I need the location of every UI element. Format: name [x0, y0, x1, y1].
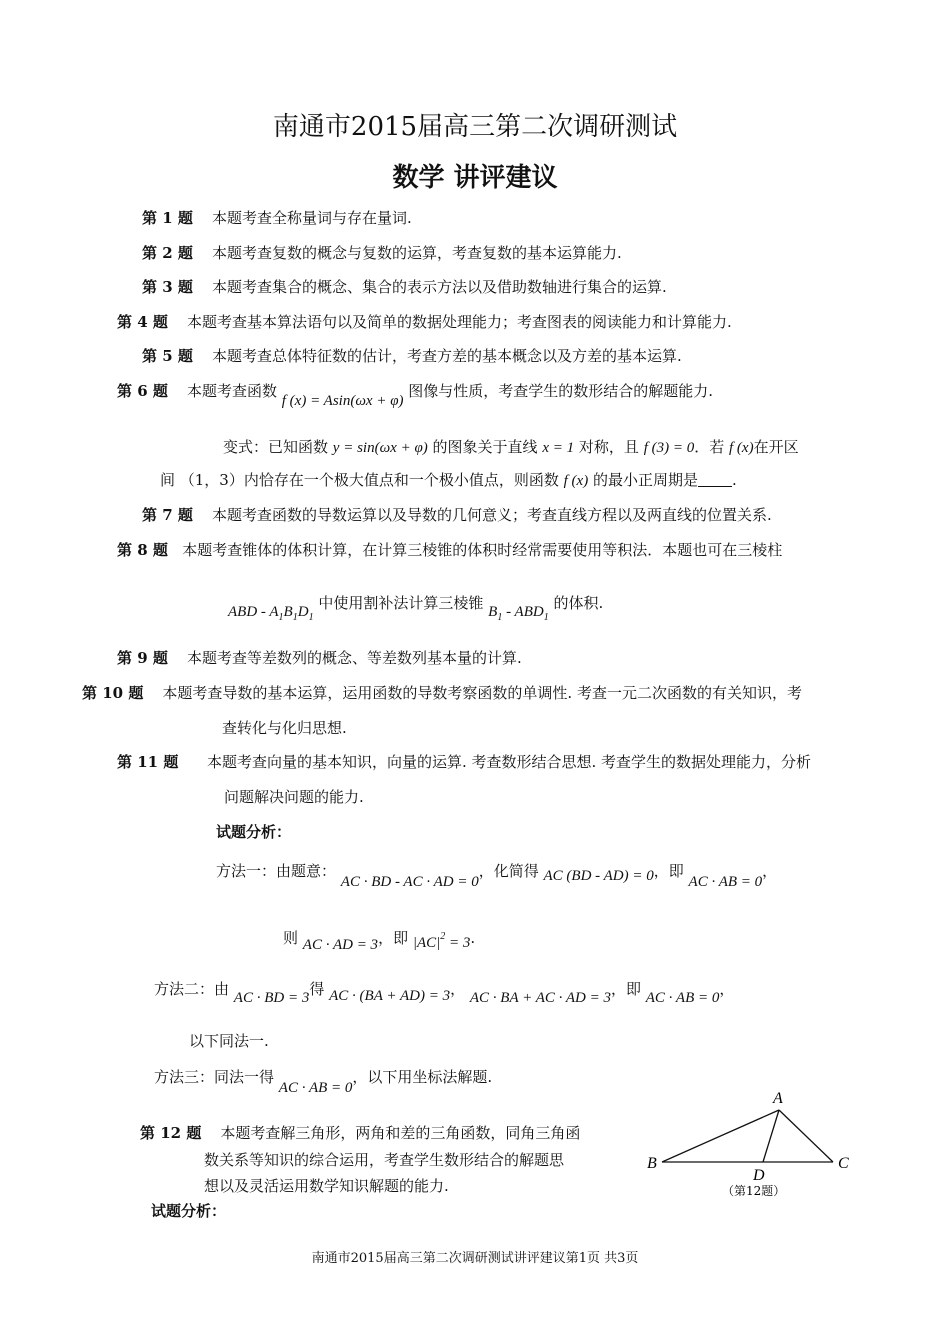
q11-method-2-line1 [154, 978, 735, 1006]
q2-row [142, 242, 622, 264]
q2-label: 第 2 题 [142, 244, 193, 262]
q3-label: 第 3 题 [142, 278, 193, 296]
method-text: 方法一：由题意： [216, 862, 337, 880]
q10-row [82, 682, 802, 704]
q6-variant-text: 间 （1，3）内恰存在一个极大值点和一个极小值点，则函数 [160, 471, 559, 489]
q9-text: 本题考查等差数列的概念、等差数列基本量的计算. [186, 649, 522, 667]
page-footer: 南通市2015届高三第二次调研测试讲评建议第1页 共3页 [311, 1251, 639, 1266]
q6-variant-text: 的最小正周期是 [593, 471, 699, 489]
method-text: ，以下用坐标法解题. [352, 1068, 493, 1086]
triangle-figure [640, 1085, 860, 1205]
page-subtitle: 数学 讲评建议 [392, 163, 558, 193]
q6-variant-text: . [732, 471, 737, 489]
q12-label: 第 12 题 [140, 1124, 202, 1142]
q6-variant-formula-4: f (x) [729, 440, 754, 456]
answer-blank [698, 472, 732, 487]
q1-text: 本题考查全称量词与存在量词. [211, 209, 412, 227]
q1-row [142, 207, 412, 229]
q6-variant-formula-2: x = 1 [542, 440, 575, 456]
q11-method-2-tail: 以下同法一. [189, 1032, 269, 1050]
q11-analysis-heading: 试题分析： [216, 823, 292, 841]
q8-formula-1: ABD - $A_1B_1D_1$ [228, 604, 314, 623]
side-ac [779, 1110, 833, 1162]
vertex-c-label: C [838, 1155, 849, 1172]
q8-text-mid: 中使用割补法计算三棱锥 [318, 594, 484, 612]
q6-variant-formula-5: f (x) [563, 473, 589, 489]
q11-label: 第 11 题 [117, 753, 179, 771]
q8-row-2 [228, 592, 603, 621]
method-text: . [470, 929, 476, 947]
method-text: ，即 [653, 862, 684, 880]
q10-text-2: 查转化与化归思想. [222, 719, 347, 737]
method-text: 得 [309, 980, 325, 998]
q12-text-2: 数关系等知识的综合运用，考查学生数形结合的解题思 [204, 1151, 565, 1169]
q12-row [140, 1122, 580, 1144]
side-ab [662, 1110, 779, 1162]
q6-text-b: 图像与性质，考查学生的数形结合的解题能力. [408, 382, 714, 400]
q10-label: 第 10 题 [82, 684, 144, 702]
q6-variant-line2 [160, 469, 737, 492]
q4-text: 本题考查基本算法语句以及简单的数据处理能力；考查图表的阅读能力和计算能力. [186, 313, 732, 331]
q8-text: 本题考查锥体的体积计算，在计算三棱锥的体积时经常需要使用等积法．本题也可在三棱柱 [182, 541, 783, 559]
method-text: 方法二：由 [154, 980, 230, 998]
vertex-b-label: B [647, 1155, 657, 1172]
q6-variant-text: 变式：已知函数 [223, 438, 329, 456]
q11-text: 本题考查向量的基本知识，向量的运算. 考查数形结合思想. 考查学生的数据处理能力，分析 [206, 753, 812, 771]
q4-row [117, 311, 732, 333]
q6-row [117, 380, 714, 409]
q11-method-1-line2 [283, 922, 476, 953]
q12-text-1: 本题考查解三角形，两角和差的三角函数，同角三角函 [220, 1124, 581, 1142]
q6-variant-text: 在开区 [753, 438, 799, 456]
q6-text-a: 本题考查函数 [186, 382, 277, 400]
q11-method-3 [154, 1066, 493, 1096]
vector-formula: AC · (BA + AD) = 3 [329, 988, 451, 1004]
q7-row [142, 504, 772, 526]
method-text: ， [450, 980, 466, 998]
point-d-label: D [753, 1167, 765, 1184]
vector-formula: AC · BD = 3 [233, 990, 310, 1006]
q6-variant-line1 [223, 436, 799, 459]
q7-text: 本题考查函数的导数运算以及导数的几何意义；考查直线方程以及两直线的位置关系. [211, 506, 772, 524]
q1-label: 第 1 题 [142, 209, 193, 227]
q4-label: 第 4 题 [117, 313, 168, 331]
q12-analysis-heading: 试题分析： [151, 1202, 227, 1220]
q9-row [117, 647, 522, 669]
q3-row [142, 276, 667, 298]
q11-text-2: 问题解决问题的能力. [224, 788, 364, 806]
q6-variant-text: ．若 [694, 438, 725, 456]
q2-text: 本题考查复数的概念与复数的运算，考查复数的基本运算能力. [211, 244, 622, 262]
q10-text: 本题考查导数的基本运算，运用函数的导数考察函数的单调性. 考查一元二次函数的有关知识，考 [162, 684, 802, 702]
vector-formula: AC · AD = 3 [302, 937, 379, 953]
method-text: ，即 [378, 929, 409, 947]
q8-row [117, 539, 782, 561]
q11-row [117, 751, 811, 773]
q6-label: 第 6 题 [117, 382, 168, 400]
vertex-a-label: A [773, 1090, 783, 1107]
q5-row [142, 345, 682, 367]
segment-ad [763, 1110, 779, 1162]
q3-text: 本题考查集合的概念、集合的表示方法以及借助数轴进行集合的运算. [211, 278, 667, 296]
q9-label: 第 9 题 [117, 649, 168, 667]
q6-variant-formula-3: f (3) = 0 [643, 440, 695, 456]
method-text: ，化简得 [478, 862, 539, 880]
vector-formula: AC · AB = 0 [645, 990, 720, 1006]
vector-formula: AC · AB = 0 [688, 874, 763, 890]
method-text: 方法三：同法一得 [154, 1068, 275, 1086]
q8-formula-2: $B_1 - ABD_1$ [488, 604, 549, 623]
q8-text-end: 的体积. [553, 594, 604, 612]
vector-formula: AC (BD - AD) = 0 [543, 868, 654, 884]
q12-text-3: 想以及灵活运用数学知识解题的能力. [204, 1177, 449, 1195]
method-text: 则 [283, 929, 299, 947]
vector-formula: $|AC|^2 = 3$ [412, 931, 471, 951]
q6-variant-text: 对称，且 [578, 438, 639, 456]
q5-text: 本题考查总体特征数的估计，考查方差的基本概念以及方差的基本运算. [211, 347, 682, 365]
page-title: 南通市2015届高三第二次调研测试 [272, 112, 678, 142]
vector-formula: AC · AB = 0 [278, 1080, 353, 1096]
method-text: ， [719, 980, 735, 998]
vector-formula: AC · BA + AC · AD = 3 [469, 990, 611, 1006]
method-text: ， [762, 862, 778, 880]
q11-method-1-line1 [216, 860, 778, 890]
q5-label: 第 5 题 [142, 347, 193, 365]
method-text: ，即 [610, 980, 641, 998]
q6-variant-formula-1: y = sin(ωx + φ) [332, 440, 428, 456]
q8-label: 第 8 题 [117, 541, 168, 559]
q6-formula: f (x) = Asin(ωx + φ) [281, 393, 404, 409]
q7-label: 第 7 题 [142, 506, 193, 524]
q6-variant-text: 的图象关于直线 [432, 438, 538, 456]
figure-caption: （第12题） [722, 1184, 786, 1198]
vector-formula: AC · BD - AC · AD = 0 [340, 874, 479, 890]
